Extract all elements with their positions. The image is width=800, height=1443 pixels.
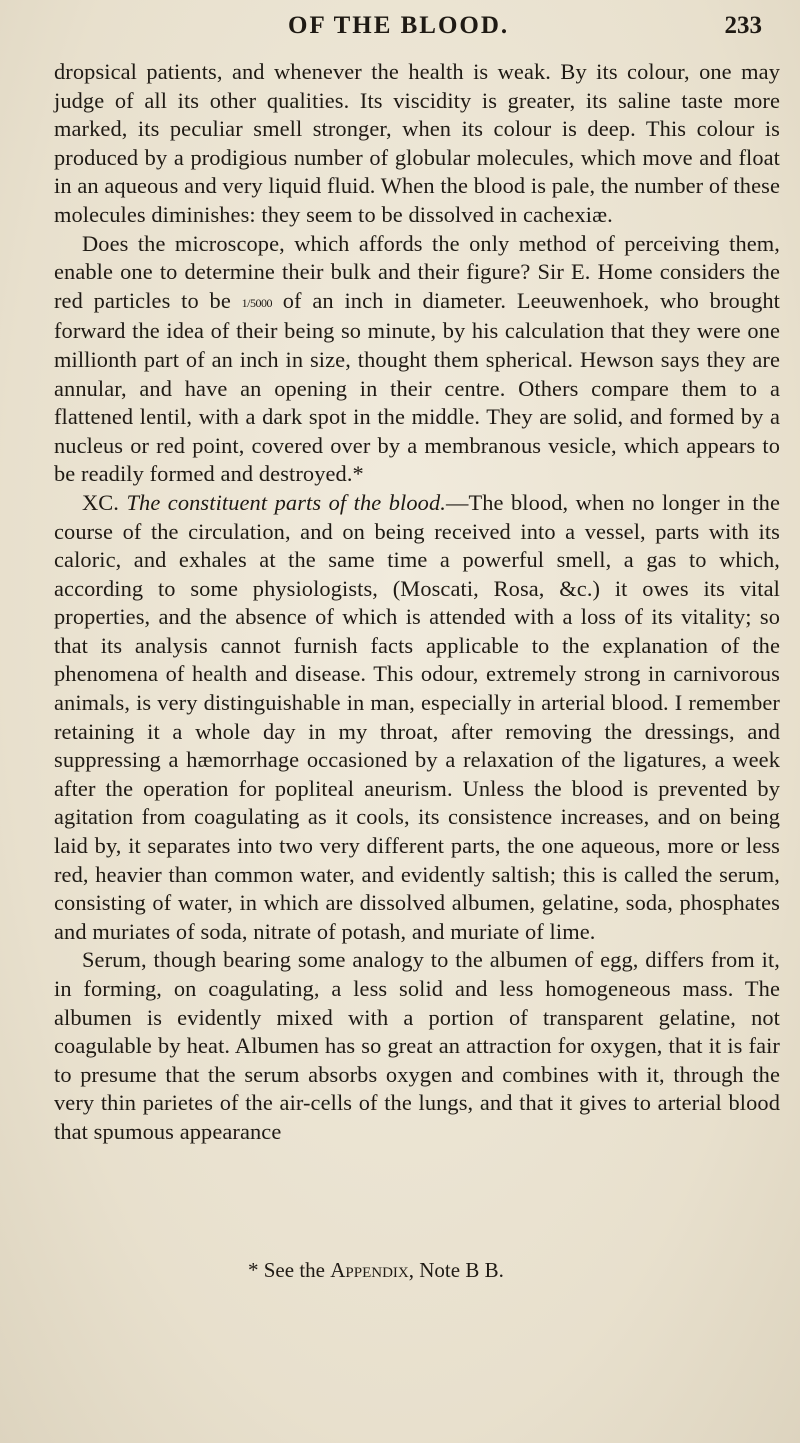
paragraph-2 — [54, 230, 780, 489]
running-head: OF THE BLOOD. — [288, 12, 510, 39]
footnote-suffix: , Note B B. — [408, 1258, 504, 1282]
paragraph-2-start: Does the microscope, which affords the only method of perceiving them, enable one to determine their bulk and their figure? Sir E. Home considers the red particles to be — [54, 230, 780, 313]
section-number: XC. — [82, 489, 120, 515]
paragraph-2-end: of an inch in diameter. Leeuwenhoek, who brought forward the idea of their being so minute, by his calculation that they were one millionth part of an inch in size, thought them spherical. Hewson says they are annular, and have an opening in their centre. Others compare them to a flattened lentil, with a dark spot in the middle. They are solid, and formed by a nucleus or red point, covered over by a membranous vesicle, which appears to be readily formed and destroyed.* — [54, 287, 780, 487]
page-header — [0, 6, 800, 46]
paragraph-1: dropsical patients, and whenever the health is weak. By its colour, one may judge of all its other qualities. Its viscidity is greater, its saline taste more marked, its peculiar smell stronger, when its colour is deep. This colour is produced by a prodigious number of globular molecules, which move and float in an aqueous and very liquid fluid. When the blood is pale, the number of these molecules diminishes: they seem to be dissolved in cachexiæ. — [54, 59, 780, 227]
paragraph-3-text: —The blood, when no longer in the course of the circulation, and on being received into a vessel, parts with its caloric, and exhales at the same time a powerful smell, a gas to which, according to some physiologists, (Moscati, Rosa, &c.) it owes its vital properties, and the absence of which is attended with a loss of its vitality; so that its analysis cannot furnish facts applicable to the explanation of the phenomena of health and disease. This odour, extremely strong in carnivorous animals, is very distinguishable in man, especially in arterial blood. I remember retaining it a whole day in my throat, after removing the dressings, and suppressing a hæmorrhage occasioned by a relaxation of the ligatures, a week after the operation for popliteal aneurism. Unless the blood is prevented by agitation from coagulating as it cools, its consistence increases, and on being laid by, it separates into two very different parts, the one aqueous, more or less red, heavier than common water, and evidently saltish; this is called the serum, consisting of water, in which are dissolved albumen, gelatine, soda, phosphates and muriates of soda, nitrate of potash, and muriate of lime. — [54, 489, 780, 944]
body-text — [54, 58, 780, 1147]
footnote-prefix: * See the — [248, 1258, 331, 1282]
footnote-appendix: Appendix — [330, 1258, 409, 1282]
section-heading: The constituent parts of the blood. — [126, 489, 446, 515]
paragraph-4: Serum, though bearing some analogy to the albumen of egg, differs from it, in forming, on coagulating, a less solid and less homogeneous mass. The albumen is evidently mixed with a portion of transparent gelatine, not coagulable by heat. Albumen has so great an attraction for oxygen, that it is fair to presume that the serum absorbs oxygen and combines with it, through the very thin parietes of the air-cells of the lungs, and that it gives to arterial blood that spumous appearance — [54, 947, 780, 1144]
fraction-diameter: 1/5000 — [241, 295, 272, 310]
page-number: 233 — [724, 12, 762, 39]
paragraph-3 — [54, 489, 780, 947]
footnote — [248, 1258, 504, 1283]
